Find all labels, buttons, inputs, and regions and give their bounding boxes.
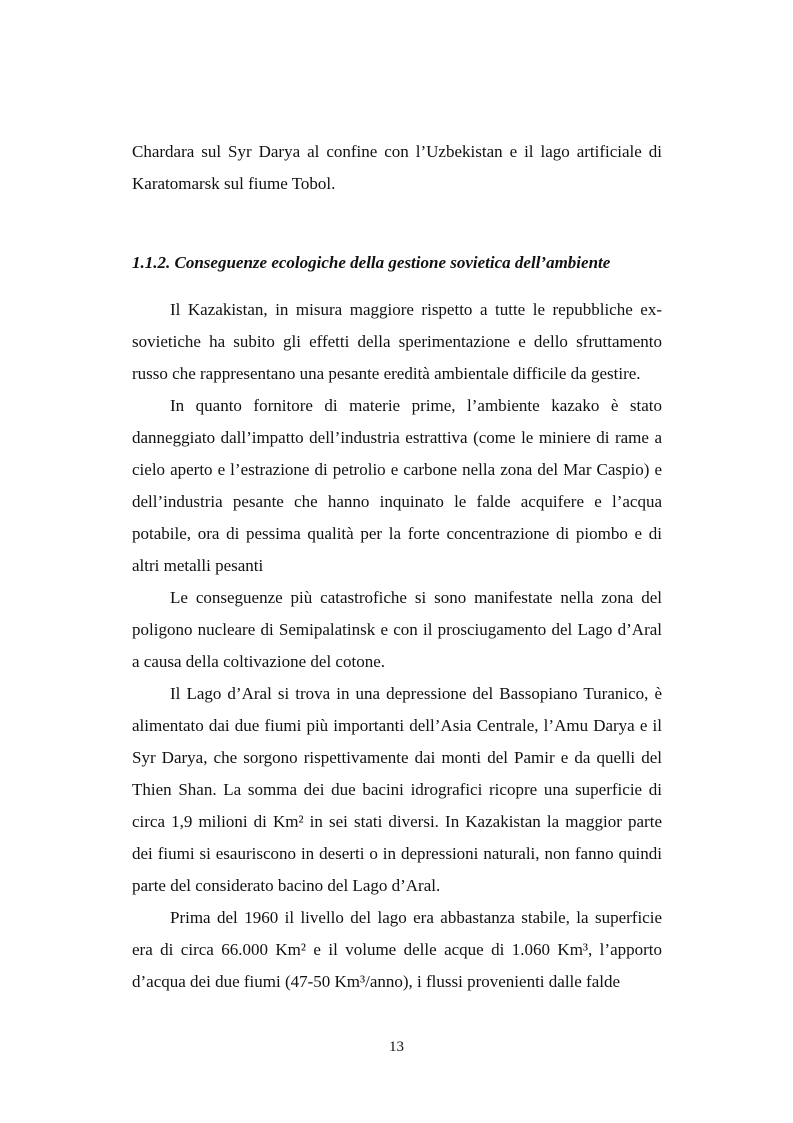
paragraph-1: Il Kazakistan, in misura maggiore rispetto a tutte le repubbliche ex-sovietiche ha subito gli effetti della sperimentazione e dello sfruttamento russo che rappresentano una pesante eredità ambientale difficile da gestire.	[132, 300, 662, 383]
paragraph-3: Le conseguenze più catastrofiche si sono manifestate nella zona del poligono nucleare di Semipalatinsk e con il prosciugamento del Lago d’Aral a causa della coltivazione del cotone.	[132, 588, 662, 671]
paragraph-2: In quanto fornitore di materie prime, l’ambiente kazako è stato danneggiato dall’impatto dell’industria estrattiva (come le miniere di rame a cielo aperto e l’estrazione di petrolio e carbone nella zona del Mar Caspio) e dell’industria pesante che hanno inquinato le falde acquifere e l’acqua potabile, ora di pessima qualità per la forte concentrazione di piombo e di altri metalli pesanti	[132, 396, 662, 575]
section-heading: 1.1.2. Conseguenze ecologiche della gestione sovietica dell’ambiente	[132, 253, 611, 272]
page-number: 13	[389, 1039, 404, 1055]
page-body	[132, 136, 662, 998]
continuation-paragraph: Chardara sul Syr Darya al confine con l’Uzbekistan e il lago artificiale di Karatomarsk sul fiume Tobol.	[132, 142, 662, 193]
paragraph-4: Il Lago d’Aral si trova in una depressione del Bassopiano Turanico, è alimentato dai due fiumi più importanti dell’Asia Centrale, l’Amu Darya e il Syr Darya, che sorgono rispettivamente dai monti del Pamir e da quelli del Thien Shan. La somma dei due bacini idrografici ricopre una superficie di circa 1,9 milioni di Km² in sei stati diversi. In Kazakistan la maggior parte dei fiumi si esauriscono in deserti o in depressioni naturali, non fanno quindi parte del considerato bacino del Lago d’Aral.	[132, 684, 662, 895]
paragraph-5: Prima del 1960 il livello del lago era abbastanza stabile, la superficie era di circa 66.000 Km² e il volume delle acque di 1.060 Km³, l’apporto d’acqua dei due fiumi (47-50 Km³/anno), i flussi provenienti dalle falde	[132, 908, 662, 991]
